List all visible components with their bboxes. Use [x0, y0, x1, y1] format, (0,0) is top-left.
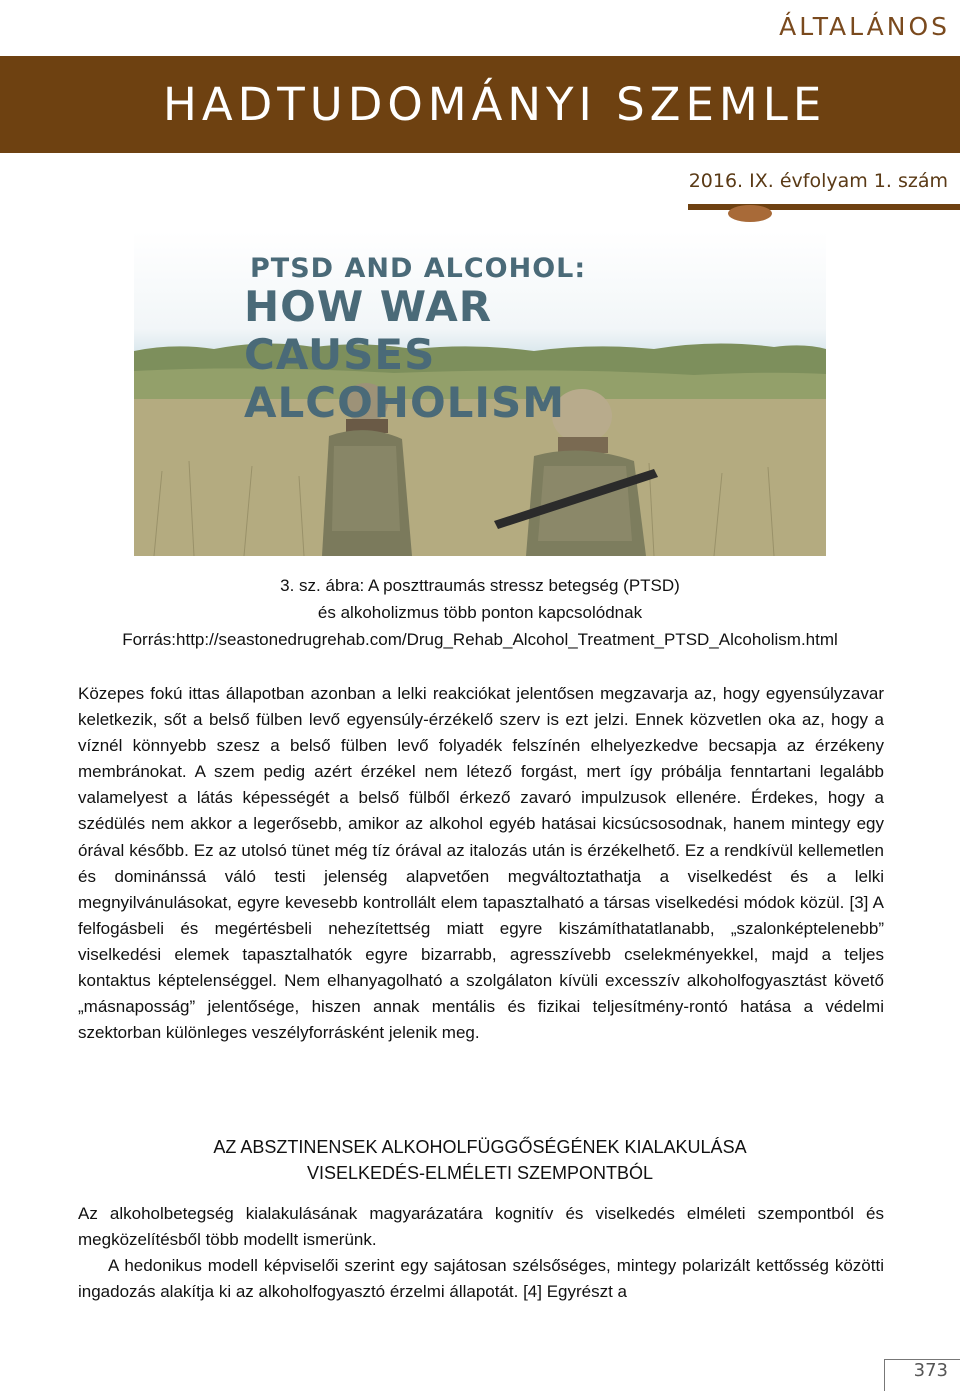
figure-caption-line-2: és alkoholizmus több ponton kapcsolódnak — [317, 603, 643, 622]
body-paragraph-3: A hedonikus modell képviselői szerint egy sajátosan szélsőséges, mintegy polarizált kettősség közötti ingadozás alakítja ki az alkoholfogyasztó érzelmi állapotát. [4] Egyrészt a — [78, 1256, 884, 1302]
section-heading-line-1: AZ ABSZTINENSEK ALKOHOLFÜGGŐSÉGÉNEK KIALAKULÁSA — [213, 1137, 747, 1157]
section-heading-line-2: VISELKEDÉS-ELMÉLETI SZEMPONTBÓL — [306, 1163, 654, 1183]
figure-image — [134, 231, 826, 556]
figure-caption-line-1: 3. sz. ábra: A poszttraumás stressz betegség (PTSD) — [280, 576, 680, 595]
section-label: ÁLTALÁNOS — [779, 12, 950, 41]
issue-info: 2016. IX. évfolyam 1. szám — [688, 170, 948, 192]
figure-source-line: Forrás:http://seastonedrugrehab.com/Drug_Rehab_Alcohol_Treatment_PTSD_Alcoholism.html — [122, 630, 838, 649]
figure-kicker: PTSD AND ALCOHOL: — [250, 253, 587, 284]
body-paragraph-2: Az alkoholbetegség kialakulásának magyarázatára kognitív és viselkedés elméleti szempontból és megközelítésből több modellt ismerünk. — [78, 1204, 884, 1250]
figure-headline: HOW WAR CAUSES ALCOHOLISM — [244, 282, 566, 427]
issue-divider — [688, 204, 960, 210]
journal-banner — [0, 56, 960, 153]
issue-ornament — [728, 205, 772, 222]
body-paragraph-1: Közepes fokú ittas állapotban azonban a lelki reakciókat jelentősen megzavarja az, hogy egyensúlyzavar keletkezik, sőt a belső fülben levő egyensúly-érzékelő szerv is ezt jelzi. Ennek közvetlen oka az, hogy a víznél könnyebb szesz a belső fülben levő folyadék felszínén elhelyezkedve becsapja az érzékeny membránokat. A szem pedig azért érzékel nem létező forgást, mert így próbálja fenntartani legalább valamelyest a látás képességét a belső fülből érkező zavaró impulzusok ellenére. Érdekes, hogy a szédülés nem akkor a legerősebb, amikor az alkohol egyéb hatásai kicsúcsosodnak, hanem mintegy egy órával később. Ez az utolsó tünet még tíz órával az italozás után is érzékelhető. Ez a rendkívül kellemetlen és dominánssá váló testi jelenség alapvetően megváltoztathatja a viselkedést és a lelki megnyilvánulásokat, egyre kevesebb kontrollált elem tapasztalható a társas viselkedési módok közül. [3] A felfogásbeli és megértésbeli nehezítettség miatt egyre kiszámíthatatlanabb, „szalonképtelenebb” viselkedési elemek tapasztalhatók egyre bizarrabb, agresszívebb cselekményekkel, majd a teljes kontaktus képtelenséggel. Nem elhanyagolható a szolgálaton kívüli excesszív alkoholfogyasztást követő „másnaposság” jelentősége, hiszen annak mentális és fizikai teljesítmény-rontó hatása a védelmi szektorban különleges veszélyforrásként jelenik meg. — [78, 684, 884, 1043]
journal-title: HADTUDOMÁNYI SZEMLE — [163, 78, 827, 131]
page-number: 373 — [913, 1360, 948, 1381]
